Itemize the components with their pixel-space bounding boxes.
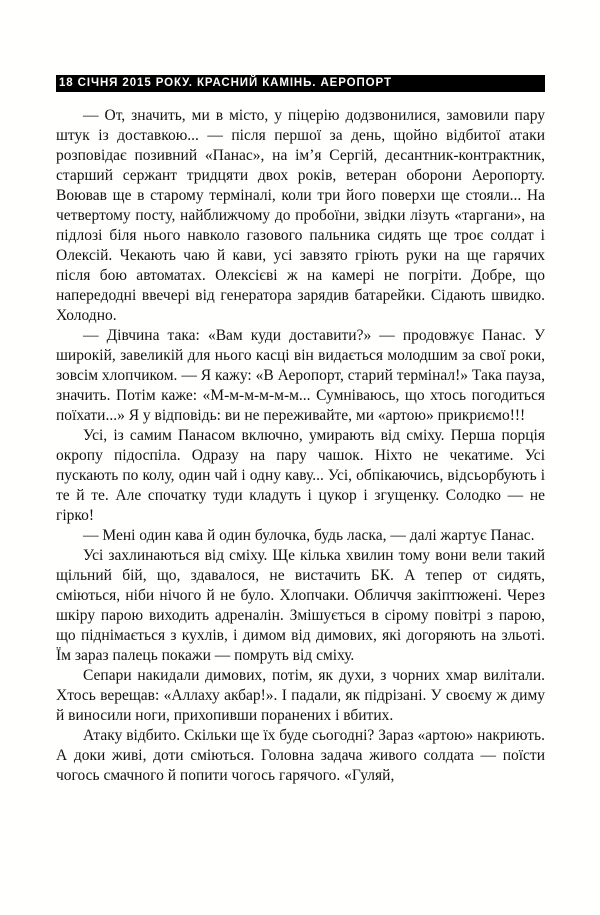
paragraph-5: Усі захлинаються від сміху. Ще кілька хвилин тому вони вели такий щільний бій, що, здавалося, не вистачить БК. А тепер от сидять, сміються, ніби нічого й не було. Хлопчаки. Обличчя закіптюжені. Через шкіру парою виходить адреналін. Змішується в сірому повітрі з парою, що піднімається з кухлів, і димом від димових, які догоряють на зльоті. Їм зараз палець покажи — помруть від сміху. <box>56 547 545 664</box>
paragraph-6: Сепари накидали димових, потім, як духи, з чорних хмар вилітали. Хтось верещав: «Аллаху акбар!». І падали, як підрізані. У своєму ж диму й виносили ноги, прихопивши поранених і вбитих. <box>56 667 545 724</box>
paragraph-3: Усі, із самим Панасом включно, умирають від сміху. Перша порція окропу підоспіла. Одразу на пару чашок. Ніхто не чекатиме. Усі пускають по колу, один чай і одну каву... Усі, обпікаючись, відсьорбують і те й те. Але спочатку туди кладуть і цукор і згущенку. Солодко — не гірко! <box>56 427 545 524</box>
paragraph-4: — Мені один кава й один булочка, будь ласка, — далі жартує Панас. <box>83 527 535 544</box>
paragraph-7: Атаку відбито. Скільки ще їх буде сьогодні? Зараз «артою» накриють. А доки живі, доти сміються. Головна задача живого солдата — поїсти чогось смачного й попити чогось гарячого. «Гуляй, <box>56 727 546 784</box>
page-text-block <box>56 106 545 786</box>
paragraph-1: — От, значить, ми в місто, у піцерію додзвонилися, замовили пару штук із доставкою... — після першої за день, щойно відбитої атаки розповідає позивний «Панас», на ім’я Сергій, десантник-контрактник, старший сержант тридцяти двох років, ветеран оборони Аеропорту. Воював ще в старому терміналі, коли три його поверхи ще стояли... На четвертому посту, найближчому до пробоїни, звідки лізуть «таргани», на підлозі біля нього навколо газового пальника сидять ще троє солдат і Олексій. Чекають чаю й кави, усі завзято гріють руки на ще гарячих після бою автоматах. Олексієві ж на камері не погріти. Добре, що напередодні ввечері від генератора зарядив батарейки. Сідають швидко. Холодно. <box>56 107 545 324</box>
chapter-title: 18 СІЧНЯ 2015 РОКУ. КРАСНИЙ КАМІНЬ. АЕРОПОРТ <box>59 77 392 89</box>
paragraph-2: — Дівчина така: «Вам куди доставити?» — продовжує Панас. У широкій, завеликій для нього касці він видається молодшим за свої роки, зовсім хлопчиком. — Я кажу: «В Аеропорт, старий термінал!» Така пауза, значить. Потім каже: «М-м-м-м-м-м... Сумніваюсь, що хтось погодиться поїхати...» Я у відповідь: ви не переживайте, ми «артою» прикриємо!!! <box>56 327 545 424</box>
chapter-header-bar <box>56 75 545 92</box>
